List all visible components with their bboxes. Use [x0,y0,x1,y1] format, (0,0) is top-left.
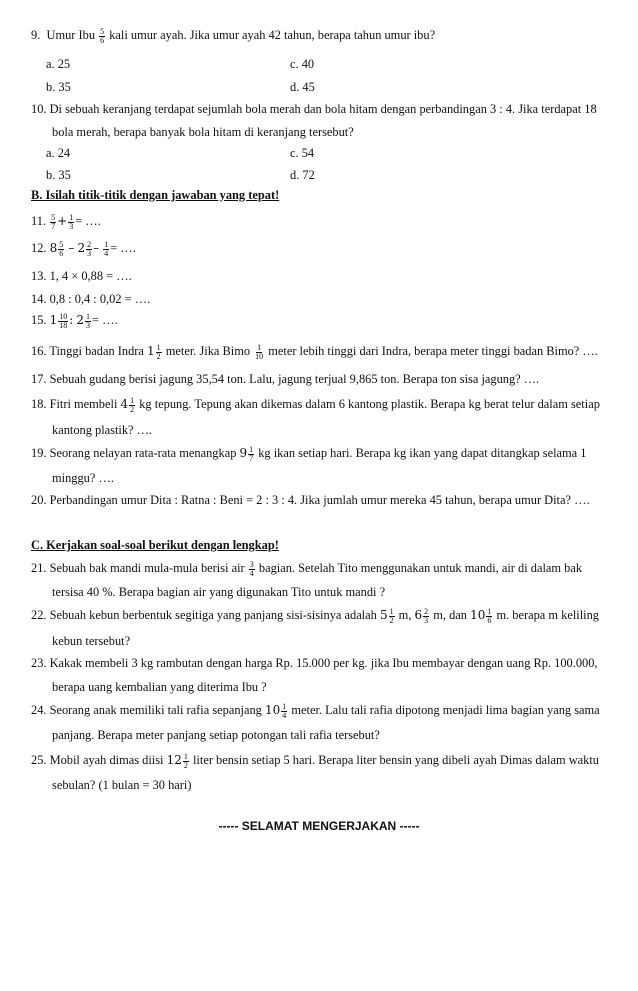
question-14: 14. 0,8 : 0,4 : 0,02 = …. [31,292,151,306]
question-24: 24. Seorang anak memiliki tali rafia sepanjang 10 $\frac{1}{4}$ meter. Lalu tali rafia dipotong menjadi lima bagian yang sama [31,701,600,720]
fraction: $\frac{5}{6}$ [100,26,105,45]
fraction: $\frac{1}{2}$ [130,395,135,414]
question-19-line2: minggu? …. [52,471,114,485]
question-23-line2: berapa uang kembalian yang diterima Ibu ? [52,680,267,694]
section-b-heading: B. Isilah titik-titik dengan jawaban yang tepat! [31,188,280,202]
question-16: 16. Tinggi badan Indra 1 $\frac{1}{2}$ meter. Jika Bimo $\frac{1}{10}$ meter lebih tinggi dari Indra, berapa meter tinggi badan Bimo? …. [31,342,598,361]
question-25: 25. Mobil ayah dimas diisi 12 $\frac{1}{2}$ liter bensin setiap 5 hari. Berapa liter bensin yang dibeli ayah Dimas dalam waktu [31,751,600,770]
option-a: a. 25 [46,57,71,71]
fraction: $\frac{10}{18}$ [59,311,68,330]
fraction: $\frac{2}{3}$ [87,239,92,258]
question-text: kali umur ayah. Jika umur ayah 42 tahun, berapa tahun umur ibu? [106,28,436,42]
fraction: $\frac{5}{7}$ [51,212,56,231]
fraction: $\frac{1}{7}$ [249,444,254,463]
question-25-line2: sebulan? (1 bulan = 30 hari) [52,778,192,792]
question-18-line2: kantong plastik? …. [52,423,153,437]
question-12: 12. 8 $\frac{5}{6}$ – 2 $\frac{2}{3}$ – $\frac{1}{4}$ = …. [31,239,136,258]
fraction: $\frac{1}{4}$ [282,701,287,720]
question-10-line2: bola merah, berapa banyak bola hitam di keranjang tersebut? [52,125,354,139]
fraction: $\frac{1}{6}$ [487,606,492,625]
option-d: d. 72 [290,168,315,182]
question-text: Umur Ibu [46,28,99,42]
option-a: a. 24 [46,146,71,160]
fraction: $\frac{1}{2}$ [183,751,188,770]
fraction: $\frac{1}{10}$ [255,342,264,361]
option-c: c. 40 [290,57,315,71]
fraction: $\frac{1}{2}$ [156,342,161,361]
option-b: b. 35 [46,80,71,94]
option-c: c. 54 [290,146,315,160]
question-17: 17. Sebuah gudang berisi jagung 35,54 ton. Lalu, jagung terjual 9,865 ton. Berapa ton sisa jagung? …. [31,372,540,386]
question-10-line1: 10. Di sebuah keranjang terdapat sejumlah bola merah dan bola hitam dengan perbandingan 3 : 4. Jika terdapat 18 [31,102,597,116]
question-20: 20. Perbandingan umur Dita : Ratna : Beni = 2 : 3 : 4. Jika jumlah umur mereka 45 tahun, berapa umur Dita? …. [31,493,590,507]
question-21-line2: tersisa 40 %. Berapa bagian air yang digunakan Tito untuk mandi ? [52,585,386,599]
fraction: $\frac{5}{6}$ [59,239,64,258]
question-9 [31,27,435,45]
closing-message: ----- SELAMAT MENGERJAKAN ----- [218,819,420,833]
section-c-heading: C. Kerjakan soal-soal berikut dengan lengkap! [31,538,279,552]
question-21: 21. Sebuah bak mandi mula-mula berisi air $\frac{3}{4}$ bagian. Setelah Tito menggunakan untuk mandi, air di dalam bak [31,559,583,578]
option-d: d. 45 [290,80,315,94]
question-18: 18. Fitri membeli 4 $\frac{1}{2}$ kg tepung. Tepung akan dikemas dalam 6 kantong plastik. Berapa kg berat telur dalam setiap [31,395,600,414]
question-13: 13. 1, 4 × 0,88 = …. [31,269,132,283]
fraction: $\frac{1}{3}$ [69,212,74,231]
question-11: 11. $\frac{5}{7}$ + $\frac{1}{3}$ = …. [31,212,101,231]
question-24-line2: panjang. Berapa meter panjang setiap potongan tali rafia tersebut? [52,728,380,742]
fraction: $\frac{1}{2}$ [389,606,394,625]
question-15: 15. 1 $\frac{10}{18}$ : 2 $\frac{1}{3}$ = …. [31,311,118,330]
fraction: $\frac{1}{3}$ [86,311,91,330]
fraction: $\frac{1}{4}$ [104,239,109,258]
question-23-line1: 23. Kakak membeli 3 kg rambutan dengan harga Rp. 15.000 per kg. jika Ibu membayar dengan uang Rp. 100.000, [31,656,598,670]
question-number: 9. [31,28,41,42]
fraction: $\frac{3}{4}$ [249,559,254,578]
fraction: $\frac{2}{3}$ [424,606,429,625]
option-b: b. 35 [46,168,71,182]
question-19: 19. Seorang nelayan rata-rata menangkap 9 $\frac{1}{7}$ kg ikan setiap hari. Berapa kg ikan yang dapat ditangkap selama 1 [31,444,587,463]
question-22-line2: kebun tersebut? [52,634,131,648]
question-22: 22. Sebuah kebun berbentuk segitiga yang panjang sisi-sisinya adalah 5 $\frac{1}{2}$ m, 6 $\frac{2}{3}$ m, dan 10 $\frac{1}{6}$ m. berapa m keliling [31,606,599,625]
